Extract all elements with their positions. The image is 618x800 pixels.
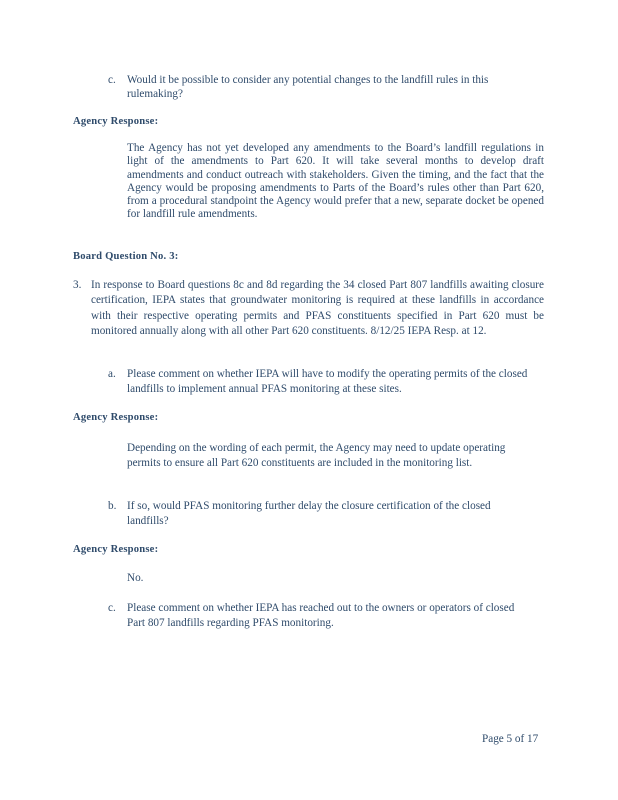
page-number: Page 5 of 17 (482, 733, 539, 745)
item-b-marker: b. (108, 500, 117, 512)
item-c-marker: c. (108, 74, 116, 86)
agency-response-text: No. (127, 572, 144, 584)
item-c-text: Would it be possible to consider any potential changes to the landfill rules in this rulemaking? (127, 74, 489, 100)
item-a-marker: a. (108, 368, 116, 380)
item-a-text: Please comment on whether IEPA will have to modify the operating permits of the closed landfills to implement annual PFAS monitoring at these sites. (127, 368, 528, 395)
agency-response-heading: Agency Response: (73, 412, 159, 423)
agency-response-heading: Agency Response: (73, 116, 159, 127)
question-3-marker: 3. (73, 279, 82, 291)
agency-response-text: The Agency has not yet developed any amendments to the Board’s landfill regulations in light of the amendments to Part 620. It will take several months to develop draft amendments and conduct outreach with stakeholders. Given the timing, and the fact that the Agency would be proposing amendments to Parts of the Board’s rules other than Part 620, from a procedural standpoint the Agency would prefer that a new, separate docket be opened for landfill rule amendments. (127, 142, 544, 221)
board-question-heading: Board Question No. 3: (73, 251, 179, 262)
item-c-marker: c. (108, 602, 116, 614)
item-c-text: Please comment on whether IEPA has reached out to the owners or operators of closed Part 807 landfills regarding PFAS monitoring. (127, 602, 515, 629)
agency-response-text: Depending on the wording of each permit, the Agency may need to update operating permits to ensure all Part 620 constituents are included in the monitoring list. (127, 442, 506, 469)
item-b-text: If so, would PFAS monitoring further delay the closure certification of the closed landfills? (127, 500, 491, 527)
agency-response-heading: Agency Response: (73, 544, 159, 555)
question-3-text: In response to Board questions 8c and 8d regarding the 34 closed Part 807 landfills awaiting closure certification, IEPA states that groundwater monitoring is required at these landfills in accordance with their respective operating permits and PFAS constituents specified in Part 620 must be monitored annually along with all other Part 620 constituents. 8/12/25 IEPA Resp. at 12. (91, 279, 544, 337)
